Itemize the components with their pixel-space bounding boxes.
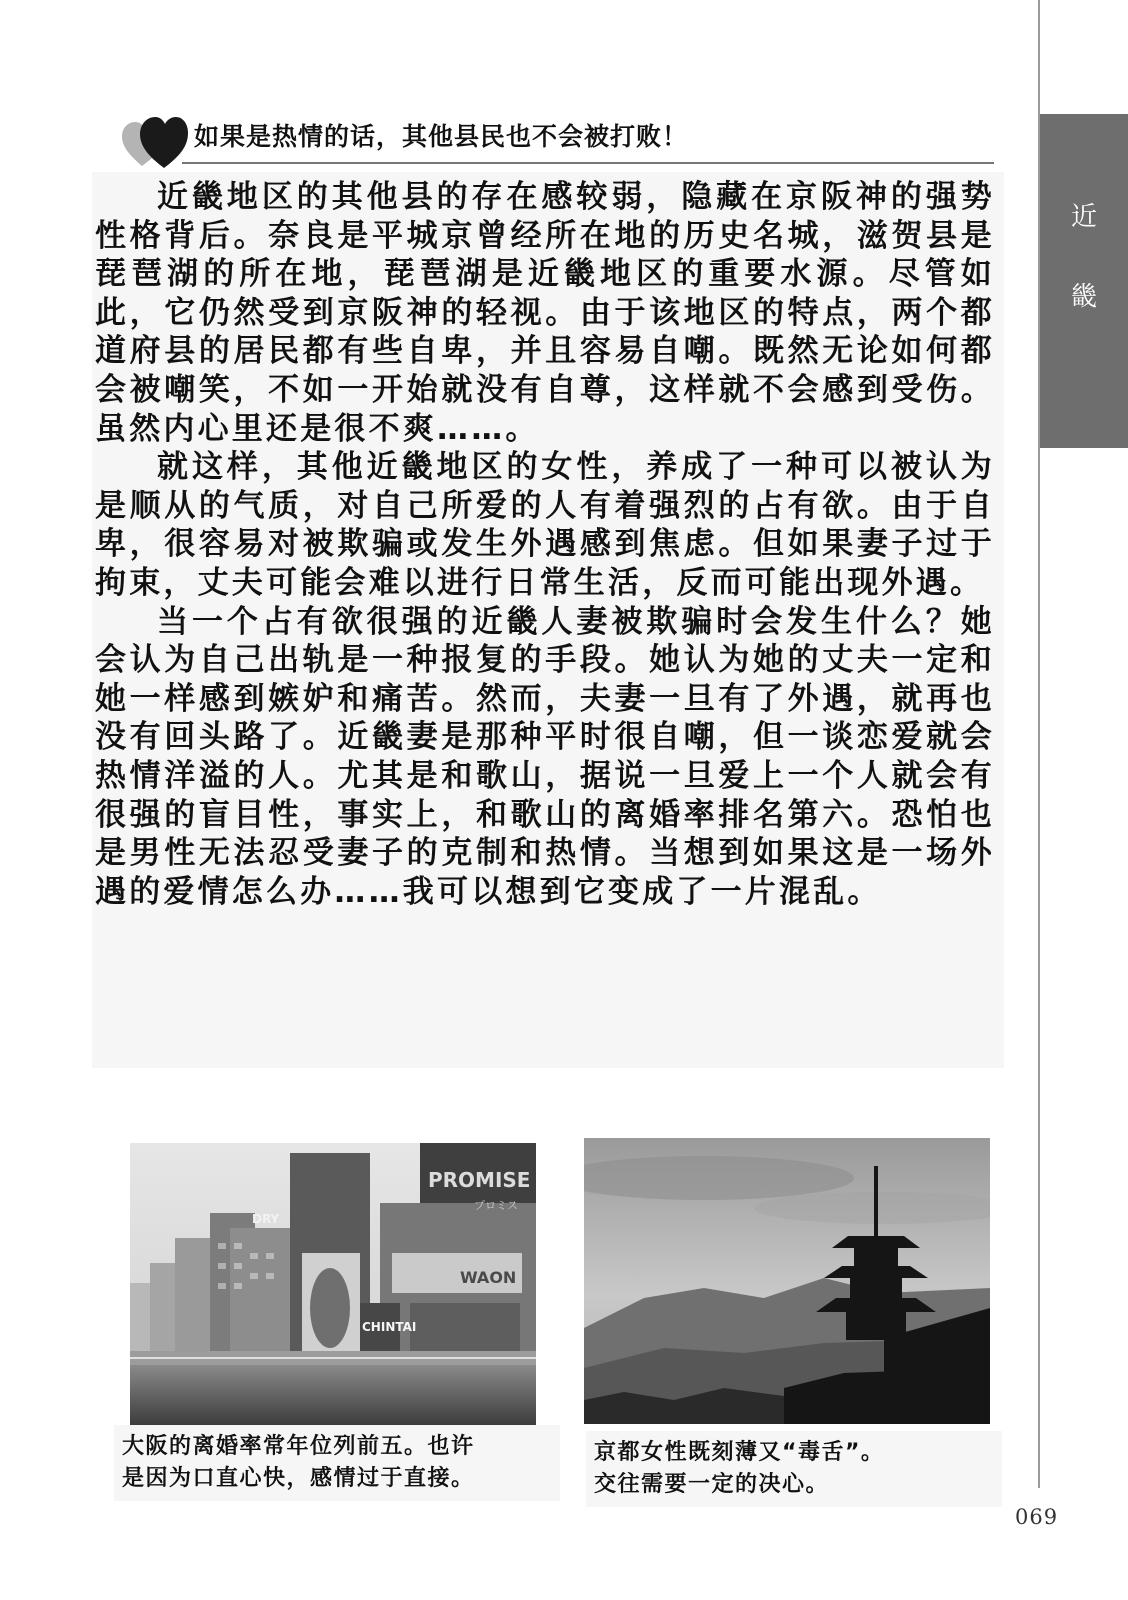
section-title: 如果是热情的话，其他县民也不会被打败！ <box>194 122 689 151</box>
paragraph-2: 就这样，其他近畿地区的女性，养成了一种可以被认为是顺从的气质，对自己所爱的人有着强烈的占有欲。由于自卑，很容易对被欺骗或发生外遇感到焦虑。但如果妻子过于拘束，丈夫可能会难以进行日常生活，反而可能出现外遇。 <box>95 449 995 601</box>
kyoto-photo <box>584 1138 990 1424</box>
kyoto-caption-line-2: 交往需要一定的决心。 <box>594 1472 830 1497</box>
osaka-caption-line-1: 大阪的离婚率常年位列前五。也许 <box>122 1434 475 1459</box>
paragraph-3: 当一个占有欲很强的近畿人妻被欺骗时会发生什么？她会认为自己出轨是一种报复的手段。她认为她的丈夫一定和她一样感到嫉妒和痛苦。然而，夫妻一旦有了外遇，就再也没有回头路了。近畿妻是那种平时很自嘲，但一谈恋爱就会热情洋溢的人。尤其是和歌山，据说一旦爱上一个人就会有很强的盲目性，事实上，和歌山的离婚率排名第六。恐怕也是男性无法忍受妻子的克制和热情。当想到如果这是一场外遇的爱情怎么办……我可以想到它变成了一片混乱。 <box>95 603 995 910</box>
chintai-sign: CHINTAI <box>362 1320 417 1334</box>
chapter-tab-char-2: 畿 <box>1070 282 1097 312</box>
section-header <box>122 104 994 164</box>
osaka-caption <box>114 1425 560 1501</box>
waon-sign: WAON <box>460 1268 517 1287</box>
chapter-tab-char-1: 近 <box>1070 202 1097 232</box>
kyoto-caption <box>586 1431 1002 1507</box>
page-number: 069 <box>1015 1505 1059 1529</box>
dry-sign: DRY <box>252 1212 280 1226</box>
paragraph-1: 近畿地区的其他县的存在感较弱，隐藏在京阪神的强势性格背后。奈良是平城京曾经所在地的历史名城，滋贺县是琵琶湖的所在地，琵琶湖是近畿地区的重要水源。尽管如此，它仍然受到京阪神的轻视。由于该地区的特点，两个都道府县的居民都有些自卑，并且容易自嘲。既然无论如何都会被嘲笑，不如一开始就没有自尊，这样就不会感到受伤。虽然内心里还是很不爽……。 <box>95 179 995 447</box>
hearts-icon <box>122 114 188 170</box>
body-text <box>95 178 995 911</box>
promise-sign: PROMISE <box>428 1168 531 1192</box>
promise-kana-sign: プロミス <box>474 1199 518 1212</box>
osaka-photo <box>130 1143 536 1427</box>
header-divider <box>182 162 994 164</box>
chapter-tab <box>1040 114 1128 448</box>
kyoto-caption-line-1: 京都女性既刻薄又“毒舌”。 <box>594 1440 885 1465</box>
osaka-caption-line-2: 是因为口直心快，感情过于直接。 <box>122 1466 475 1491</box>
